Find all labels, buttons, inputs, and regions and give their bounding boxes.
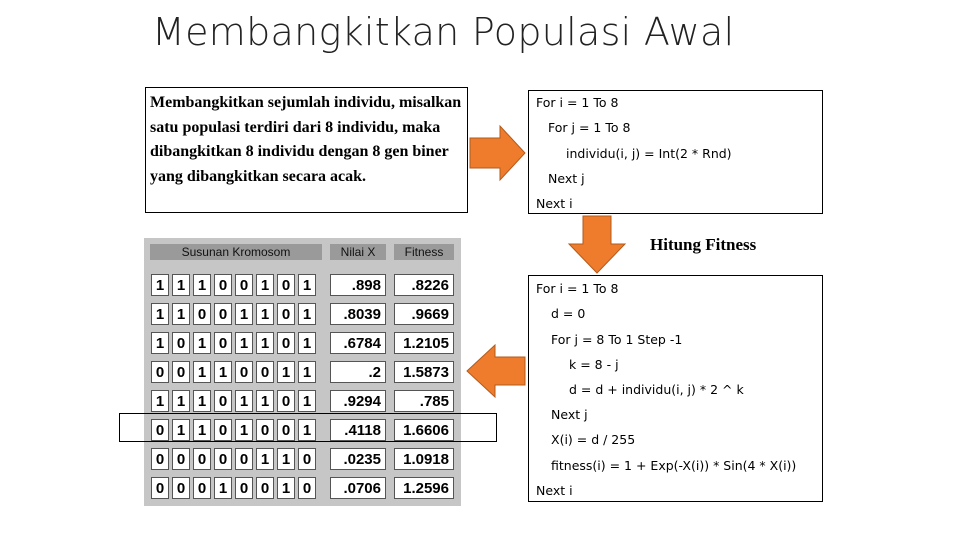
gene-cell: 0 xyxy=(277,419,295,441)
nilai-x-cell: .4118 xyxy=(330,419,386,441)
gene-cell: 1 xyxy=(256,303,274,325)
fitness-cell: 1.2105 xyxy=(394,332,454,354)
arrow-right-icon xyxy=(470,126,525,180)
gene-cell: 0 xyxy=(214,390,232,412)
gene-cell: 1 xyxy=(298,303,316,325)
code-line: k = 8 - j xyxy=(569,357,619,372)
gene-cell: 0 xyxy=(172,332,190,354)
gene-cell: 1 xyxy=(298,361,316,383)
code-line: For j = 8 To 1 Step -1 xyxy=(551,332,683,347)
gene-cell: 0 xyxy=(193,477,211,499)
gene-cell: 1 xyxy=(235,419,253,441)
fitness-cell: 1.0918 xyxy=(394,448,454,470)
gene-cell: 1 xyxy=(172,390,190,412)
gene-cell: 1 xyxy=(151,390,169,412)
slide-title: Membangkitkan Populasi Awal xyxy=(152,10,735,54)
gene-cell: 1 xyxy=(214,477,232,499)
gene-cell: 0 xyxy=(214,274,232,296)
fitness-cell: 1.5873 xyxy=(394,361,454,383)
code-line: Next j xyxy=(551,407,588,422)
gene-cell: 0 xyxy=(277,274,295,296)
gene-cell: 0 xyxy=(277,390,295,412)
gene-cell: 1 xyxy=(172,303,190,325)
description-box: Membangkitkan sejumlah individu, misalkan satu populasi terdiri dari 8 individu, maka dibangkitkan 8 individu dengan 8 gen biner yang dibangkitkan secara acak. xyxy=(145,87,468,213)
gene-cell: 0 xyxy=(151,361,169,383)
gene-cell: 0 xyxy=(235,274,253,296)
gene-cell: 1 xyxy=(256,274,274,296)
gene-cell: 1 xyxy=(193,390,211,412)
fitness-cell: 1.6606 xyxy=(394,419,454,441)
gene-cell: 0 xyxy=(256,419,274,441)
header-fitness: Fitness xyxy=(394,244,454,260)
gene-cell: 0 xyxy=(151,448,169,470)
code-line: individu(i, j) = Int(2 * Rnd) xyxy=(566,146,732,161)
gene-cell: 0 xyxy=(235,361,253,383)
gene-cell: 1 xyxy=(277,361,295,383)
gene-cell: 1 xyxy=(193,361,211,383)
gene-cell: 0 xyxy=(298,448,316,470)
gene-cell: 1 xyxy=(256,390,274,412)
gene-cell: 0 xyxy=(193,303,211,325)
gene-cell: 0 xyxy=(214,303,232,325)
nilai-x-cell: .6784 xyxy=(330,332,386,354)
code-line: Next j xyxy=(548,171,585,186)
fitness-cell: .9669 xyxy=(394,303,454,325)
gene-cell: 0 xyxy=(277,332,295,354)
arrow-down-icon xyxy=(569,216,625,273)
nilai-x-cell: .898 xyxy=(330,274,386,296)
code-line: Next i xyxy=(536,483,573,498)
code-line: d = 0 xyxy=(551,306,586,321)
gene-cell: 1 xyxy=(298,390,316,412)
gene-cell: 1 xyxy=(151,303,169,325)
gene-cell: 0 xyxy=(256,477,274,499)
code-line: For j = 1 To 8 xyxy=(548,120,631,135)
gene-cell: 1 xyxy=(235,303,253,325)
gene-cell: 1 xyxy=(298,274,316,296)
gene-cell: 1 xyxy=(256,448,274,470)
nilai-x-cell: .2 xyxy=(330,361,386,383)
gene-cell: 1 xyxy=(235,390,253,412)
gene-cell: 1 xyxy=(277,477,295,499)
code-line: Next i xyxy=(536,196,573,211)
fitness-cell: .8226 xyxy=(394,274,454,296)
nilai-x-cell: .8039 xyxy=(330,303,386,325)
gene-cell: 0 xyxy=(151,477,169,499)
gene-cell: 0 xyxy=(214,448,232,470)
gene-cell: 1 xyxy=(193,419,211,441)
gene-cell: 0 xyxy=(277,303,295,325)
gene-cell: 1 xyxy=(235,332,253,354)
fitness-label: Hitung Fitness xyxy=(650,235,757,254)
gene-cell: 0 xyxy=(151,419,169,441)
code-line: d = d + individu(i, j) * 2 ^ k xyxy=(569,382,744,397)
gene-cell: 0 xyxy=(172,361,190,383)
gene-cell: 0 xyxy=(235,448,253,470)
gene-cell: 1 xyxy=(151,332,169,354)
arrow-left-icon xyxy=(467,345,525,397)
gene-cell: 1 xyxy=(151,274,169,296)
nilai-x-cell: .0706 xyxy=(330,477,386,499)
gene-cell: 1 xyxy=(172,274,190,296)
gene-cell: 1 xyxy=(298,332,316,354)
code-line: For i = 1 To 8 xyxy=(536,281,619,296)
fitness-cell: .785 xyxy=(394,390,454,412)
code-line: For i = 1 To 8 xyxy=(536,95,619,110)
gene-cell: 0 xyxy=(193,448,211,470)
fitness-cell: 1.2596 xyxy=(394,477,454,499)
gene-cell: 1 xyxy=(298,419,316,441)
gene-cell: 0 xyxy=(256,361,274,383)
gene-cell: 1 xyxy=(193,332,211,354)
gene-cell: 0 xyxy=(214,332,232,354)
code-line: X(i) = d / 255 xyxy=(551,432,636,447)
gene-cell: 1 xyxy=(277,448,295,470)
code-line: fitness(i) = 1 + Exp(-X(i)) * Sin(4 * X(i)) xyxy=(551,458,797,473)
nilai-x-cell: .9294 xyxy=(330,390,386,412)
gene-cell: 1 xyxy=(256,332,274,354)
gene-cell: 1 xyxy=(193,274,211,296)
header-nilai-x: Nilai X xyxy=(330,244,386,260)
nilai-x-cell: .0235 xyxy=(330,448,386,470)
gene-cell: 0 xyxy=(214,419,232,441)
gene-cell: 0 xyxy=(172,477,190,499)
gene-cell: 0 xyxy=(298,477,316,499)
header-chromosome: Susunan Kromosom xyxy=(150,244,322,260)
gene-cell: 1 xyxy=(172,419,190,441)
gene-cell: 1 xyxy=(214,361,232,383)
gene-cell: 0 xyxy=(235,477,253,499)
gene-cell: 0 xyxy=(172,448,190,470)
